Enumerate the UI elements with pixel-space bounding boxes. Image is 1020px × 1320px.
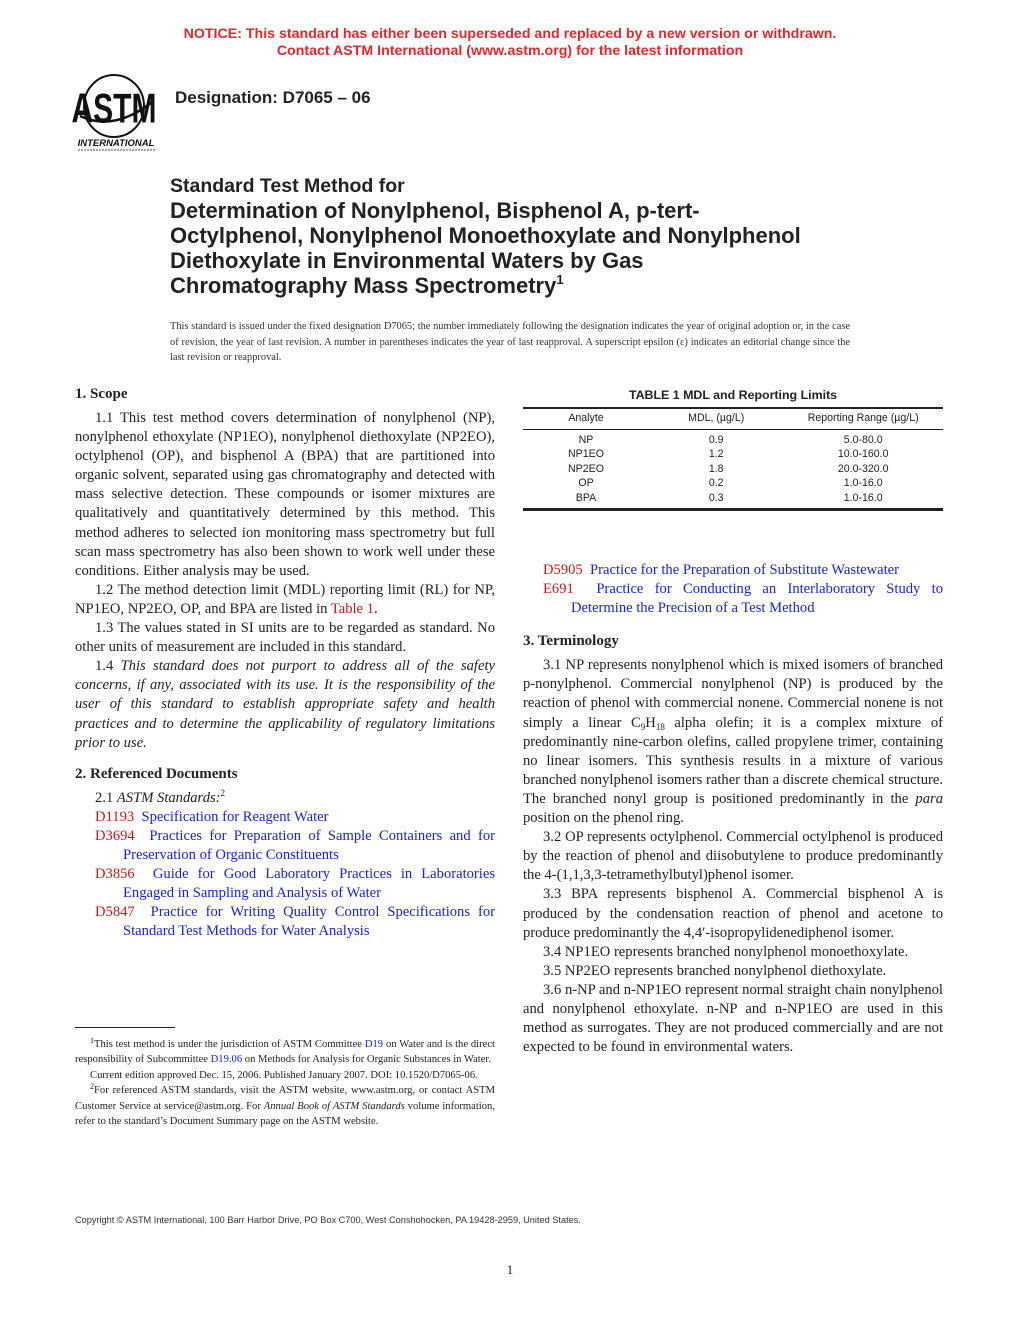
column-header: Analyte bbox=[568, 412, 604, 424]
copyright-notice: Copyright © ASTM International, 100 Barr Harbor Drive, PO Box C700, West Conshohocken, PA 19428-2959, United States. bbox=[75, 1215, 581, 1225]
ref-item[interactable] bbox=[543, 561, 943, 580]
ref-item[interactable] bbox=[75, 808, 495, 827]
table-1-link[interactable]: Table 1 bbox=[330, 600, 374, 617]
para-3-4: 3.4 NP1EO represents branched nonylphenol monoethoxylate. bbox=[543, 943, 909, 960]
footnote-2-mark[interactable]: 2 bbox=[220, 787, 226, 798]
mdl-reporting-table bbox=[523, 407, 943, 511]
ref-title-link[interactable]: Practice for the Preparation of Substitute Wastewater bbox=[590, 562, 900, 578]
designation: Designation: D7065 – 06 bbox=[175, 88, 371, 107]
para-1-1: 1.1 This test method covers determination of nonylphenol (NP), nonylphenol ethoxylate (NP1EO), nonylphenol diethoxylate (NP2EO), octylphenol (OP), and bisphenol A (BPA) that are partitioned into organic solvent, separated using gas chromatography and detected with mass selective detection. These compounds or isomer mixtures are qualitatively and quantitatively determined by this method. This method adheres to selected ion monitoring mass spectrometry but full scan mass spectrometry has also been shown to work well under these conditions. Either analysis may be used. bbox=[75, 410, 495, 579]
para-2-1: 2.1 ASTM Standards:$^2$ bbox=[95, 787, 226, 806]
ref-code-link[interactable]: D1193 bbox=[95, 808, 135, 825]
ref-code-link[interactable]: D5905 bbox=[543, 562, 583, 578]
subcommittee-d19-06-link[interactable]: D19.06 bbox=[210, 1054, 243, 1066]
ref-code-link[interactable]: D5847 bbox=[95, 904, 135, 921]
title-main-2: Octylphenol, Nonylphenol Monoethoxylate and Nonylphenol bbox=[170, 223, 801, 248]
title-main-3: Diethoxylate in Environmental Waters by Gas bbox=[170, 248, 644, 273]
table-row: NP 0.9 5.0-80.0 bbox=[578, 433, 883, 446]
left-column bbox=[75, 385, 495, 941]
title-main-4: Chromatography Mass Spectrometry$^1$ bbox=[170, 272, 564, 298]
para-3-3: 3.3 BPA represents bisphenol A. Commercial bisphenol A is produced by the condensation reaction of phenol and acetone to produce predominantly the 4,4′-isopropylidenediphenol isomer. bbox=[523, 886, 943, 941]
ref-item[interactable] bbox=[543, 580, 943, 618]
ref-item[interactable] bbox=[75, 903, 495, 941]
document-title bbox=[170, 174, 890, 298]
astm-international-logo-icon bbox=[72, 72, 162, 152]
column-header: MDL, (µg/L) bbox=[688, 412, 745, 424]
ref-title-link[interactable]: Specification for Reagent Water bbox=[141, 808, 329, 825]
ref-item[interactable] bbox=[75, 827, 495, 865]
committee-d19-link[interactable]: D19 bbox=[364, 1039, 384, 1050]
para-3-5: 3.5 NP2EO represents branched nonylphenol diethoxylate. bbox=[543, 962, 887, 979]
ref-code-link[interactable]: E691 bbox=[543, 581, 574, 598]
para-1-4: 1.4 This standard does not purport to address all of the safety concerns, if any, associated with its use. It is the responsibility of the user of this standard to establish appropriate safety and health practices and to determine the applicability of regulatory limitations prior to use. bbox=[75, 658, 495, 751]
ref-code-link[interactable]: D3856 bbox=[95, 866, 135, 883]
para-1-2: 1.2 The method detection limit (MDL) reporting limit (RL) for NP, NP1EO, NP2EO, OP, and BPA are listed in Table 1. bbox=[75, 581, 495, 617]
table-row: OP 0.2 1.0-16.0 bbox=[578, 477, 883, 489]
para-3-2: 3.2 OP represents octylphenol. Commercial octylphenol is produced by the reaction of phenol and diisobutylene to produce predominantly the 4-(1,1,3,3-tetramethylbutyl)phenol isomer. bbox=[523, 829, 943, 884]
table-row: NP1EO 1.2 10.0-160.0 bbox=[568, 448, 889, 460]
title-line-1: Standard Test Method for bbox=[170, 175, 405, 197]
page-number: 1 bbox=[506, 1262, 514, 1277]
section-scope-heading: 1. Scope bbox=[75, 386, 128, 402]
ref-item[interactable] bbox=[75, 865, 495, 903]
ref-code-link[interactable]: D3694 bbox=[95, 827, 135, 844]
footnote-edition: Current edition approved Dec. 15, 2006. Published January 2007. DOI: 10.1520/D7065-06. bbox=[90, 1069, 478, 1081]
section-terminology-heading: 3. Terminology bbox=[523, 633, 619, 650]
para-3-6: 3.6 n-NP and n-NP1EO represent normal straight chain nonylphenol and nonylphenol ethoxylate. n-NP and n-NP1EO are used in this method as surrogates. They are not produced commercially and are not expected to be found in environmental waters. bbox=[523, 981, 943, 1056]
footnotes bbox=[75, 1037, 495, 1129]
ref-title-link[interactable]: Practice for Writing Quality Control Specifications for Standard Test Methods for Water Analysis bbox=[123, 904, 496, 940]
table-row: BPA 0.3 1.0-16.0 bbox=[575, 491, 883, 504]
para-1-3: 1.3 The values stated in SI units are to be regarded as standard. No other units of measurement are included in this standard. bbox=[75, 620, 495, 656]
table-header-row bbox=[523, 408, 943, 429]
svg-text:ASTM: ASTM bbox=[72, 84, 157, 132]
ref-title-link[interactable]: Practice for Conducting an Interlaboratory Study to Determine the Precision of a Test Method bbox=[571, 581, 943, 617]
right-column bbox=[523, 561, 943, 1057]
preamble: This standard is issued under the fixed designation D7065; the number immediately following the designation indicates the year of original adoption or, in the case of revision, the year of last revision. A number in parentheses indicates the year of last reapproval. A superscript epsilon (ε) indicates an editorial change since the last revision or reapproval. bbox=[170, 321, 850, 363]
notice-line-2: Contact ASTM International (www.astm.org) for the latest information bbox=[276, 43, 744, 59]
table-row: NP2EO 1.8 20.0-320.0 bbox=[568, 462, 889, 475]
section-referenced-heading: 2. Referenced Documents bbox=[75, 765, 238, 782]
ref-title-link[interactable]: Practices for Preparation of Sample Containers and for Preservation of Organic Constituents bbox=[123, 827, 496, 863]
svg-text:INTERNATIONAL: INTERNATIONAL bbox=[77, 138, 155, 149]
ref-title-link[interactable]: Guide for Good Laboratory Practices in Laboratories Engaged in Sampling and Analysis of Water bbox=[123, 866, 495, 902]
table-1 bbox=[523, 386, 943, 511]
footnote-1: $^1$This test method is under the jurisdiction of ASTM Committee D19 on Water and is the direct responsibility of Subcommittee D19.06 on Methods for Analysis for Organic Substances in Water. bbox=[75, 1036, 495, 1066]
footnote-divider bbox=[75, 1027, 175, 1028]
table-caption: TABLE 1 MDL and Reporting Limits bbox=[628, 388, 838, 402]
column-header: Reporting Range (µg/L) bbox=[807, 412, 919, 424]
title-footnote-mark[interactable]: 1 bbox=[556, 272, 564, 287]
notice-line-1: NOTICE: This standard has either been superseded and replaced by a new version or withdrawn. bbox=[183, 26, 837, 42]
withdrawn-notice bbox=[0, 26, 1020, 60]
footnote-2: $^2$For referenced ASTM standards, visit the ASTM website, www.astm.org, or contact ASTM Customer Service at service@astm.org. For Annual Book of ASTM Standards volume information, refer to the standard’s Document Summary page on the ASTM website. bbox=[75, 1082, 495, 1128]
title-main-1: Determination of Nonylphenol, Bisphenol A, p-tert- bbox=[170, 198, 700, 223]
para-3-1: 3.1 NP represents nonylphenol which is mixed isomers of branched p-nonylphenol. Commercial nonylphenol (NP) is produced by the reaction of phenol with commercial nonene. Commercial nonene is not simply a linear $C_9H_{18}$ alpha olefin; it is a complex mixture of predominantly nine-carbon olefins, called propylene trimer, containing no linear isomers. This synthesis results in a mixture of various branched nonylphenol isomers rather than a discrete chemical structure. The branched nonyl group is positioned predominantly in the para position on the phenol ring. bbox=[523, 657, 943, 827]
